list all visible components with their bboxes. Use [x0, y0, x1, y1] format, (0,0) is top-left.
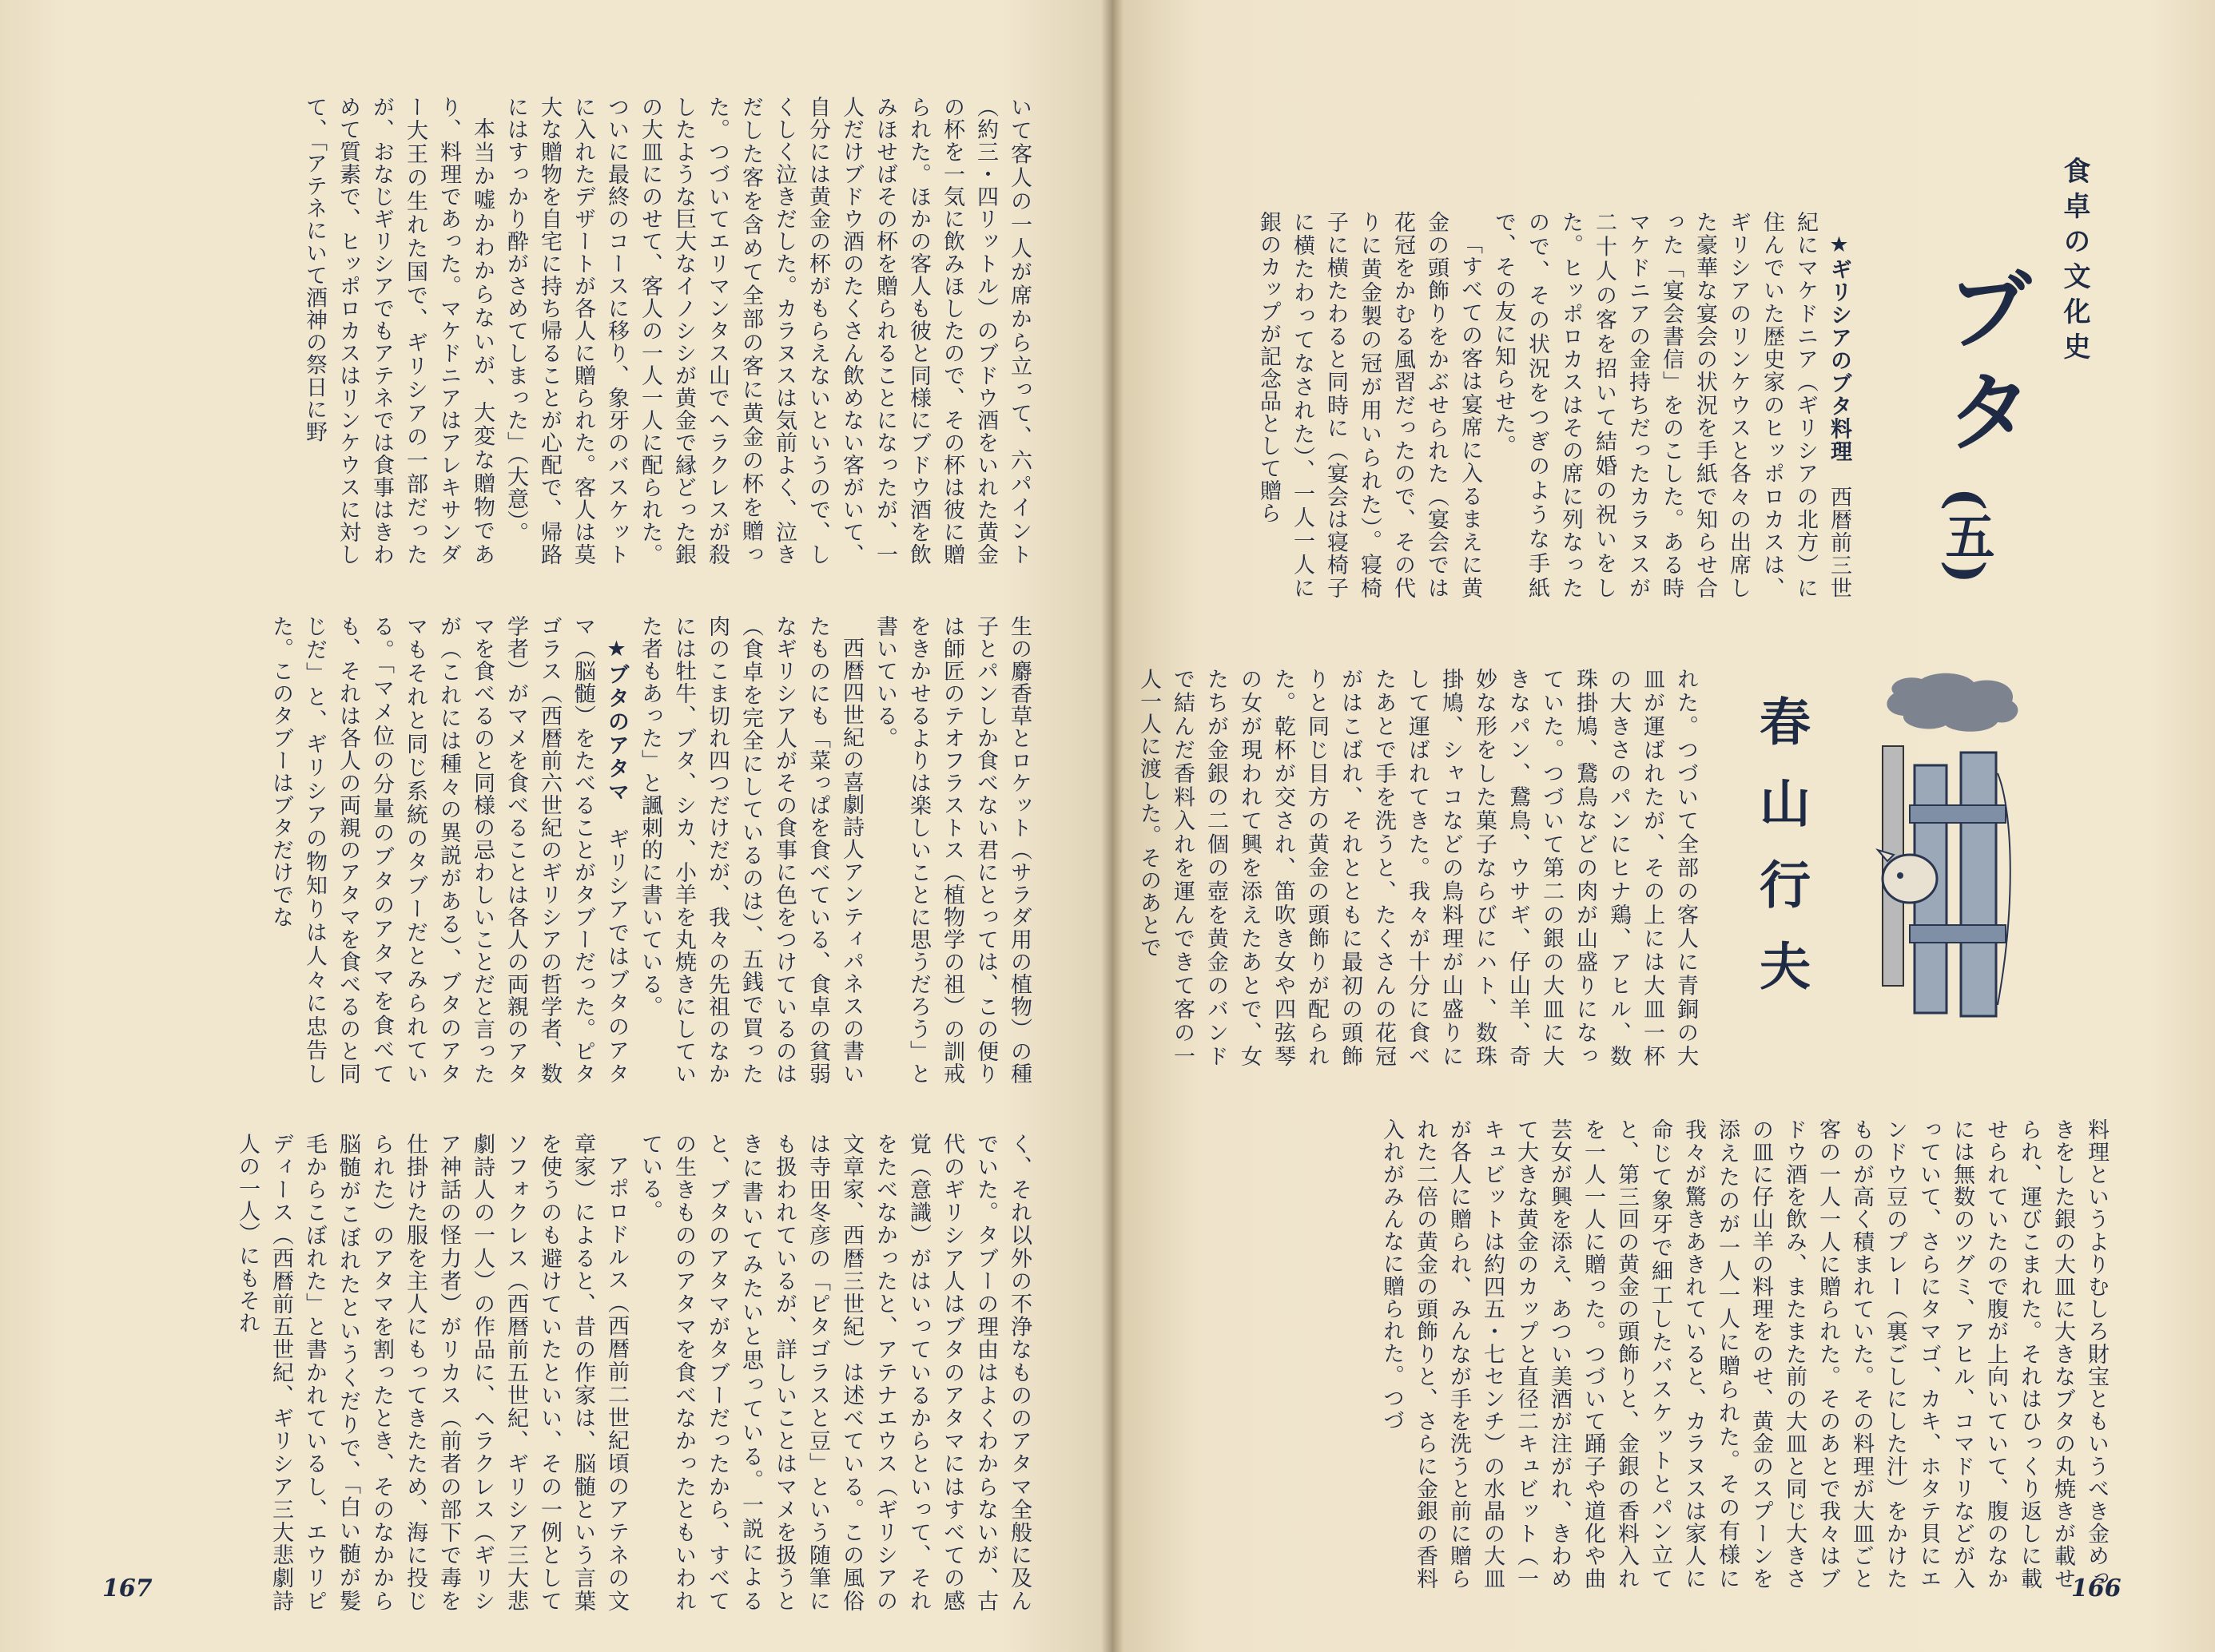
paragraph — [633, 1133, 1036, 1612]
pig-behind-fence-illustration — [1878, 669, 2030, 1027]
paragraph-text: 「すべての客は宴席に入るまえに黄金の頭飾りをかぶせられた（宴会では花冠をかむる風習だったので、その代りに黄金製の冠が用いられた）。寝椅子に横たわると同時に（宴会は寝椅子に横たわってなされた）、一人一人に銀のカップが記念品として贈ら — [1256, 211, 1482, 600]
paragraph-text: ギリシアではブタのアタマ（脳髄）をたべることがタブーだった。ピタゴラス（西暦前六世紀のギリシアの哲学者、数学者）がマメを食べることは各人の両親のアタマを食べるのと同様の忌わしいことだと言ったが（これには種々の異説がある）、ブタのアタマもそれと同じ系統のタブーだとみられている。「マメ位の分量のブタのアタマを食べても、それは各人の両親のアタマを食べるのと同じだ」と、ギリシアの物知りは人々に忠告した。このタブーはブタだけでな — [268, 615, 629, 1086]
left-bottom-text-block — [109, 1133, 1036, 1612]
article-number: (五) — [1937, 487, 1995, 584]
right-bottom-text-block — [1207, 1118, 2113, 1590]
author-name: 春山行夫 — [1751, 695, 1811, 1021]
section-heading: ★ギリシアのブタ料理 — [1827, 232, 1851, 486]
right-page — [1112, 0, 2215, 1652]
article-title: ブタ — [1931, 264, 2034, 468]
paragraph — [868, 615, 1036, 1085]
paragraph-text: いて客人の一人が席から立って、六パイント（約三・四リットル）のブドウ酒をいれた黄金の杯を一気に飲みほしたので、その杯は彼に贈られた。ほかの客人も彼と同様にブドウ酒を飲みほせばその杯を贈られることになったが、一人だけブドウ酒のたくさん飲めない客がいて、自分には黄金の杯がもらえないというので、しくしく泣きだした。カラヌスは気前よく、泣きだした客を含めて全部の客に黄金の杯を贈った。つづいてエリマンタス山でヘラクレスが殺したような巨大なイノシシが黄金で縁どった銀の大皿にのせて、客人の一人一人に配られた。ついに最終のコースに移り、象牙のバスケットに入れたデザートが各人に贈られた。客人は莫大な贈物を自宅に持ち帰ることが心配で、帰路にはすっかり酔がさめてしまった」（大意）。 — [503, 96, 1032, 566]
left-middle-text-block — [109, 615, 1036, 1085]
paragraph — [297, 96, 499, 566]
paragraph-text: アポロドルス（西暦前二世紀頃のアテネの文章家）によると、昔の作家は、脳髄という言葉を使うのも避けていたといい、その一例としてソフォクレス（西暦前五世紀、ギリシア三大悲劇詩人の一人）の作品に、ヘラクレス（ギリシア神話の怪力者）がリカス（前者の部下で毒を仕掛けた服を主人にもってきたため、海に投じられた）のアタマを割ったとき、そのなかから脳髄がこぼれたというくだりで、「白い髄が髪毛からこぼれた」と書かれているし、エウリピディース（西暦前五世紀、ギリシア三大悲劇詩人の一人）にもそれ — [235, 1133, 629, 1612]
series-title: 食卓の文化史 — [2058, 157, 2090, 367]
paragraph — [633, 615, 868, 1085]
left-top-text-block — [109, 96, 1036, 566]
paragraph — [264, 615, 633, 1085]
section-heading: ★ブタのアタマ — [604, 637, 629, 828]
paragraph-text: 料理というよりむしろ財宝ともいうべき金めっきをした銀の大皿に大きなブタの丸焼きが載せられ、運びこまれた。それはひっくり返しに載せられていたので腹が上向いていて、腹のなかには無数のツグミ、アヒル、コマドリなどが入っていて、さらにタマゴ、カキ、ホタテ貝にエンドウ豆のプレー（裏ごしにした汁）をかけたものが高く積まれていた。その料理が大皿ごと客の一人一人に贈られた。そのあとで我々はブドウ酒を飲み、またまた前の大皿と同じ大きさの皿に仔山羊の料理をのせ、黄金のスプーンを添えたのが一人一人に贈られた。その有様に我々が驚きあきれていると、カラヌスは家人に命じて象牙で細工したバスケットとパン立てと、第三回の黄金の頭飾りと、金銀の香料入れを一人一人に贈った。つづいて踊子や道化や曲芸女が興を添え、あつい美酒が注がれ、きわめて大きな黄金のカップと直径二キュビット（一キュビットは約四五・七センチ）の水晶の大皿が各人に贈られ、みんなが手を洗うと前に贈られた二倍の黄金の頭飾りと、さらに金銀の香料入れがみんなに贈られた。つづ — [1379, 1118, 2109, 1590]
paragraph-text: く、それ以外の不浄なもののアタマ全般に及んでいた。タブーの理由はよくわからないが、古代のギリシア人はブタのアタマにはすべての感覚（意識）がはいっているからといって、それをたべなかったと、アテナエウス（ギリシアの文章家、西暦三世紀）は述べている。この風俗は寺田冬彦の「ピタゴラスと豆」という随筆にも扱われているが、詳しいことはマメを扱うときに書いてみたいと思っている。一説によると、ブタのアタマがタブーだったから、すべての生きもののアタマを食べなかったともいわれている。 — [638, 1133, 1032, 1612]
right-top-text-block — [1207, 211, 1855, 599]
paragraph — [1251, 211, 1486, 599]
page-number-right: 166 — [2071, 1575, 2122, 1602]
paragraph-text: 生の麝香草とロケット（サラダ用の植物）の種子とパンしか食べない君にとっては、この便りは師匠のテオフラストス（植物学の祖）の訓戒をきかせるよりは楽しいことに思うだろう」と書いている。 — [873, 615, 1032, 1085]
paragraph — [1374, 1118, 2113, 1590]
paragraph-text: れた。つづいて全部の客人に青銅の大皿が運ばれたが、その上には大皿一杯の大きさのパンにヒナ鶏、アヒル、数珠掛鳩、鵞鳥などの肉が山盛りになっていた。つづいて第二の銀の大皿に大きなパン、鵞鳥、ウサギ、仔山羊、奇妙な形をした菓子ならびにハト、数珠掛鳩、シャコなどの鳥料理が山盛りにして運ばれてきた。我々が十分に食べたあとで手を洗うと、たくさんの花冠がはこばれ、それとともに最初の頭飾りと同じ目方の黄金の頭飾りが配られた。乾杯が交され、笛吹き女や四弦琴の女が現われて興を添えたあとで、女たちが金銀の二個の壺を黄金のバンドで結んだ香料入れを運んできて客の一人一人に渡した。そのあとで — [1136, 668, 1698, 1067]
paragraph-text: 本当か嘘かわからないが、大変な贈物であり、料理であった。マケドニアはアレキサンダー大王の生れた国で、ギリシアの一部だったが、おなじギリシアでもアテネでは食事はきわめて質素で、ヒッポロカスはリンケウスに対して、「アテネにいて酒神の祭日に野 — [302, 96, 495, 566]
paragraph — [1131, 668, 1702, 1067]
page-number-left: 167 — [102, 1575, 153, 1602]
right-middle-text-block — [1136, 668, 1702, 1067]
paragraph — [230, 1133, 633, 1612]
book-gutter — [1101, 0, 1123, 1652]
paragraph — [1486, 211, 1855, 599]
paragraph-text: 西暦四世紀の喜劇詩人アンティパネスの書いたものにも「菜っぱを食べている、食卓の貧弱なギリシア人がその食事に色をつけているのは（食卓を完全にしているのは）、五銭で買った肉のこま切れ四つだけだが、我々の先祖のなかには牡牛、ブタ、シカ、小羊を丸焼きにしていた者もあった」と諷刺的に書いている。 — [638, 615, 864, 1085]
paragraph-text: 西暦前三世紀にマケドニア（ギリシアの北方）に住んでいた歴史家のヒッポロカスは、ギリシアのリンケウスと各々の出席した豪華な宴会の状況を手紙で知らせ合った「宴会書信」をのこした。ある時マケドニアの金持ちだったカラヌスが二十人の客を招いて結婚の祝いをした。ヒッポロカスはその席に列なったので、その状況をつぎのような手紙で、その友に知らせた。 — [1491, 211, 1851, 600]
paragraph — [499, 96, 1036, 566]
